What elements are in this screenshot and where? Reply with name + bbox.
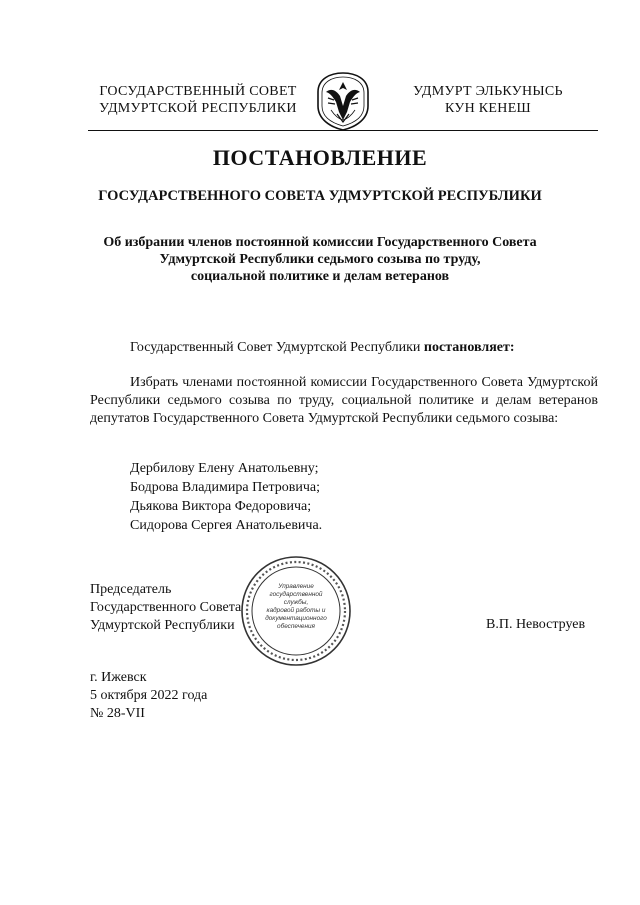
stamp-line-2: государственной bbox=[269, 591, 323, 598]
document-footer bbox=[90, 669, 207, 723]
document-subject bbox=[100, 234, 540, 285]
footer-number: № 28-VII bbox=[90, 706, 145, 721]
list-item: Дербилову Елену Анатольевну; bbox=[130, 461, 319, 476]
list-item: Сидорова Сергея Анатольевича. bbox=[130, 518, 323, 533]
list-item: Бодрова Владимира Петровича; bbox=[130, 480, 320, 495]
resolution-paragraph: Избрать членами постоянной комиссии Государственного Совета Удмуртской Республики седьмого созыва по труду, социальной политике и делам ветеранов депутатов Государственного Совета Удмуртской Республики седьмого созыва: bbox=[90, 375, 598, 426]
subject-line-2: Удмуртской Республики седьмого созыва по труду, bbox=[159, 252, 481, 267]
footer-city: г. Ижевск bbox=[90, 670, 147, 685]
document-subtitle: ГОСУДАРСТВЕННОГО СОВЕТА УДМУРТСКОЙ РЕСПУБЛИКИ bbox=[98, 188, 542, 204]
signatory-name: В.П. Невоструев bbox=[486, 617, 586, 632]
list-item: Дьякова Виктора Федоровича; bbox=[130, 499, 312, 514]
header-right-block bbox=[402, 83, 574, 117]
header-divider bbox=[88, 130, 598, 131]
stamp-line-4: кадровой работы и bbox=[266, 607, 326, 614]
stamp-line-3: службы, bbox=[283, 599, 309, 606]
stamp-line-5: документационного bbox=[265, 615, 327, 622]
signatory-title-line2: Государственного Совета bbox=[90, 600, 242, 615]
stamp-line-6: обеспечения bbox=[277, 623, 315, 630]
preamble-text: Государственный Совет Удмуртской Республики bbox=[130, 340, 424, 355]
header-right-line1: УДМУРТ ЭЛЬКУНЫСЬ bbox=[413, 84, 563, 99]
footer-date: 5 октября 2022 года bbox=[90, 688, 208, 703]
document-title: ПОСТАНОВЛЕНИЕ bbox=[212, 145, 428, 170]
preamble-decree-word: постановляет: bbox=[423, 340, 515, 355]
official-stamp bbox=[232, 553, 360, 669]
header-left-line2: УДМУРТСКОЙ РЕСПУБЛИКИ bbox=[99, 101, 297, 116]
header-left-block bbox=[92, 83, 304, 117]
subject-line-3: социальной политике и делам ветеранов bbox=[190, 269, 450, 284]
subject-line-1: Об избрании членов постоянной комиссии Государственного Совета bbox=[103, 235, 537, 250]
signatory-title bbox=[90, 581, 241, 635]
coat-of-arms-icon bbox=[314, 70, 372, 132]
header-right-line2: КУН КЕНЕШ bbox=[445, 101, 531, 116]
members-list bbox=[130, 459, 322, 535]
signatory-title-line3: Удмуртской Республики bbox=[90, 618, 235, 633]
preamble bbox=[130, 340, 515, 356]
stamp-line-1: Управление bbox=[278, 583, 314, 590]
signatory-title-line1: Председатель bbox=[90, 582, 172, 597]
header-left-line1: ГОСУДАРСТВЕННЫЙ СОВЕТ bbox=[99, 84, 297, 99]
